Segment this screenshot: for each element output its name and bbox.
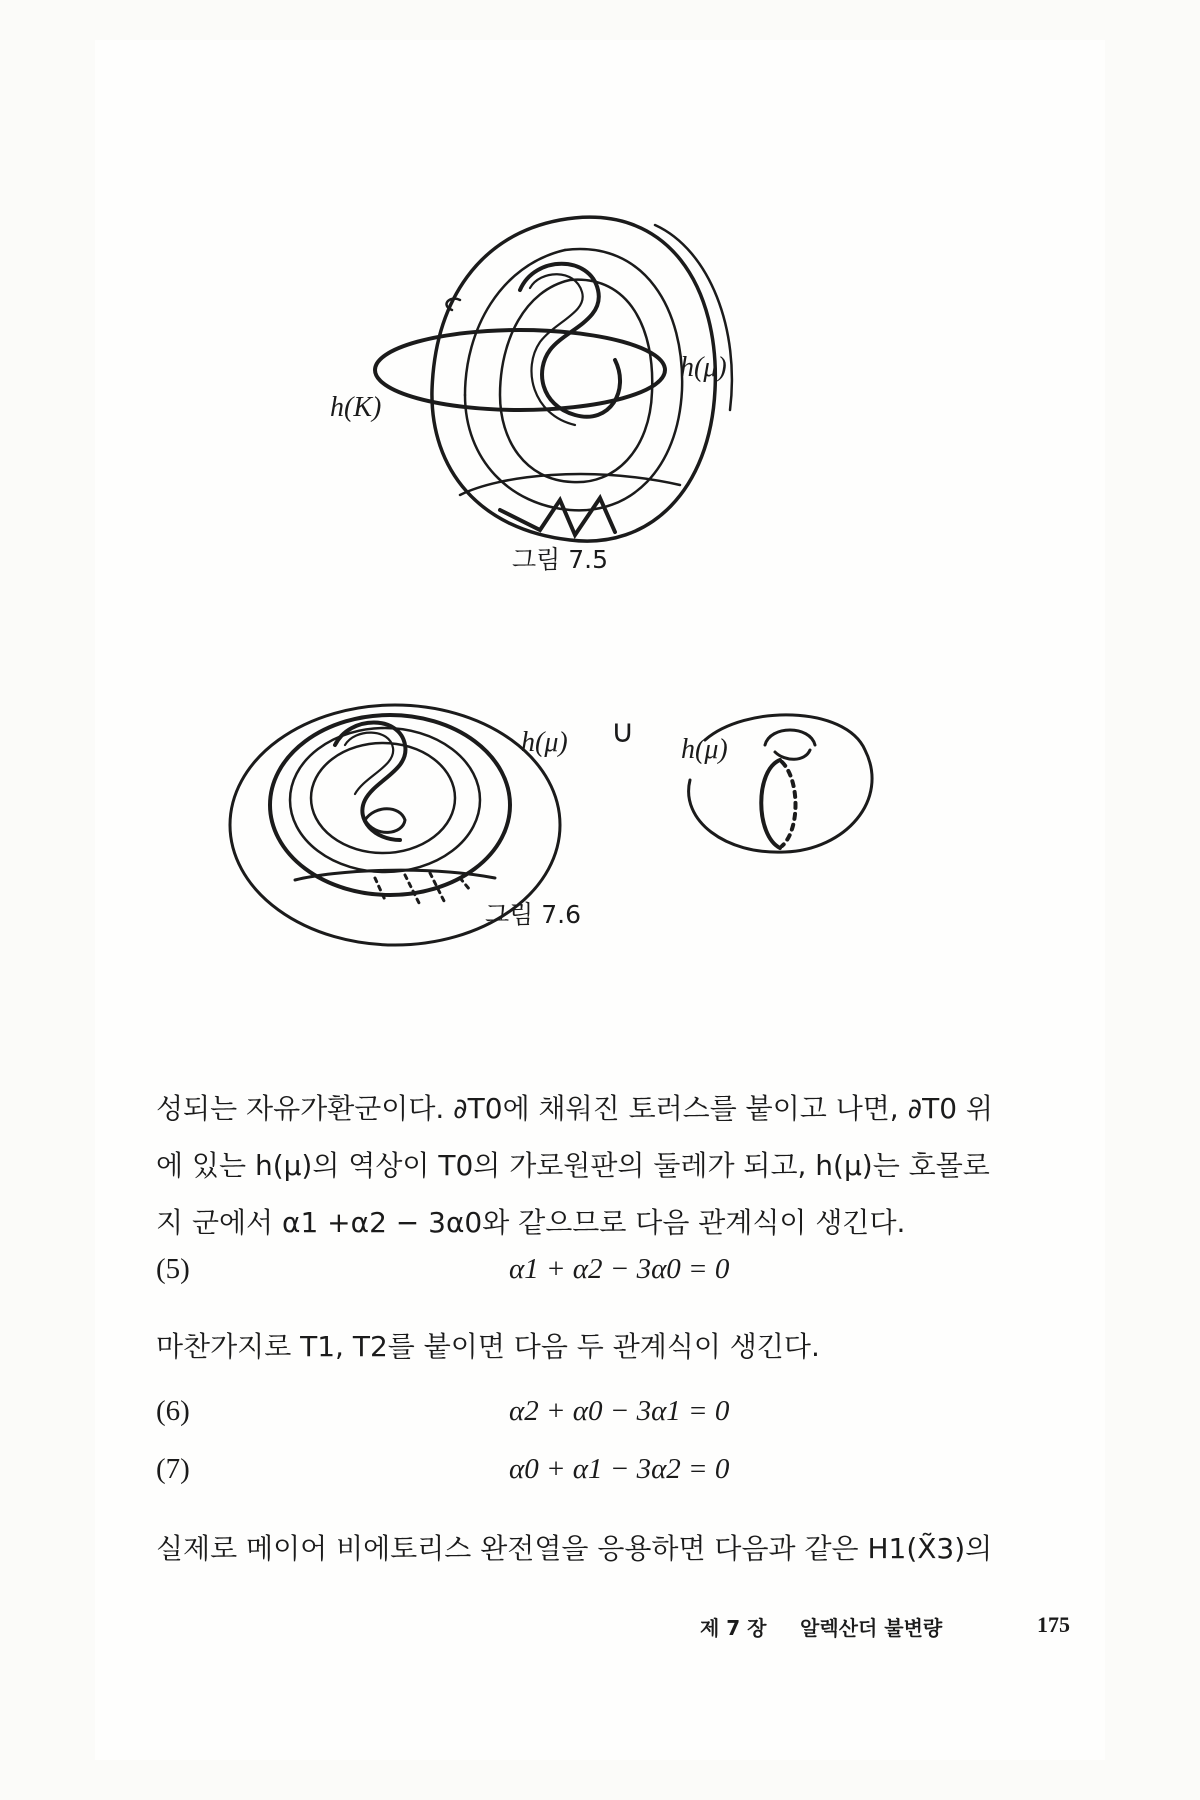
equation-6 (156, 1395, 1076, 1435)
equation-7-body: α0 + α1 − 3α2 = 0 (509, 1453, 730, 1485)
equation-5 (156, 1253, 1076, 1293)
knot-diagram-7-5 (360, 210, 880, 580)
equation-6-body: α2 + α0 − 3α1 = 0 (509, 1395, 730, 1427)
label-h-mu-7-5 (680, 350, 727, 384)
equation-5-body: α1 + α2 − 3α0 = 0 (509, 1253, 730, 1285)
equation-7 (156, 1453, 1076, 1493)
figure-7-6 (225, 690, 1025, 990)
footer-chapter: 제 7 장 (700, 1616, 767, 1640)
footer-title: 알렉산더 불변량 (800, 1616, 943, 1640)
label-h-mu-7-6-right (681, 732, 728, 766)
paragraph-1-line-1: 성되는 자유가환군이다. ∂T0에 채워진 토러스를 붙이고 나면, ∂T0 위 (156, 1092, 993, 1125)
equation-6-number: (6) (156, 1395, 190, 1427)
paragraph-1-line-3: 지 군에서 α1 +α2 − 3α0와 같으므로 다음 관계식이 생긴다. (156, 1206, 906, 1239)
label-h-mu-7-5-text: h(μ) (680, 352, 727, 383)
label-h-mu-left-text: h(μ) (521, 727, 568, 758)
union-symbol: ∪ (611, 712, 635, 750)
paragraph-3: 실제로 메이어 비에토리스 완전열을 응용하면 다음과 같은 H1(X̃3)의 (156, 1532, 993, 1565)
caption-7-6: 그림 7.6 (484, 900, 581, 929)
label-h-k (330, 390, 381, 424)
page-number: 175 (1037, 1612, 1070, 1637)
paragraph-1 (156, 1080, 1076, 1251)
paragraph-1-line-2: 에 있는 h(μ)의 역상이 T0의 가로원판의 둘레가 되고, h(μ)는 호몰로 (156, 1149, 990, 1182)
equation-5-number: (5) (156, 1253, 190, 1285)
label-h-mu-right-text: h(μ) (681, 734, 728, 765)
equation-7-number: (7) (156, 1453, 190, 1485)
paragraph-2: 마찬가지로 T1, T2를 붙이면 다음 두 관계식이 생긴다. (156, 1330, 820, 1363)
figure-7-5 (330, 210, 880, 580)
caption-7-5: 그림 7.5 (511, 545, 608, 574)
label-h-mu-7-6-left (521, 725, 568, 759)
label-h-k-text: h(K) (330, 392, 382, 423)
